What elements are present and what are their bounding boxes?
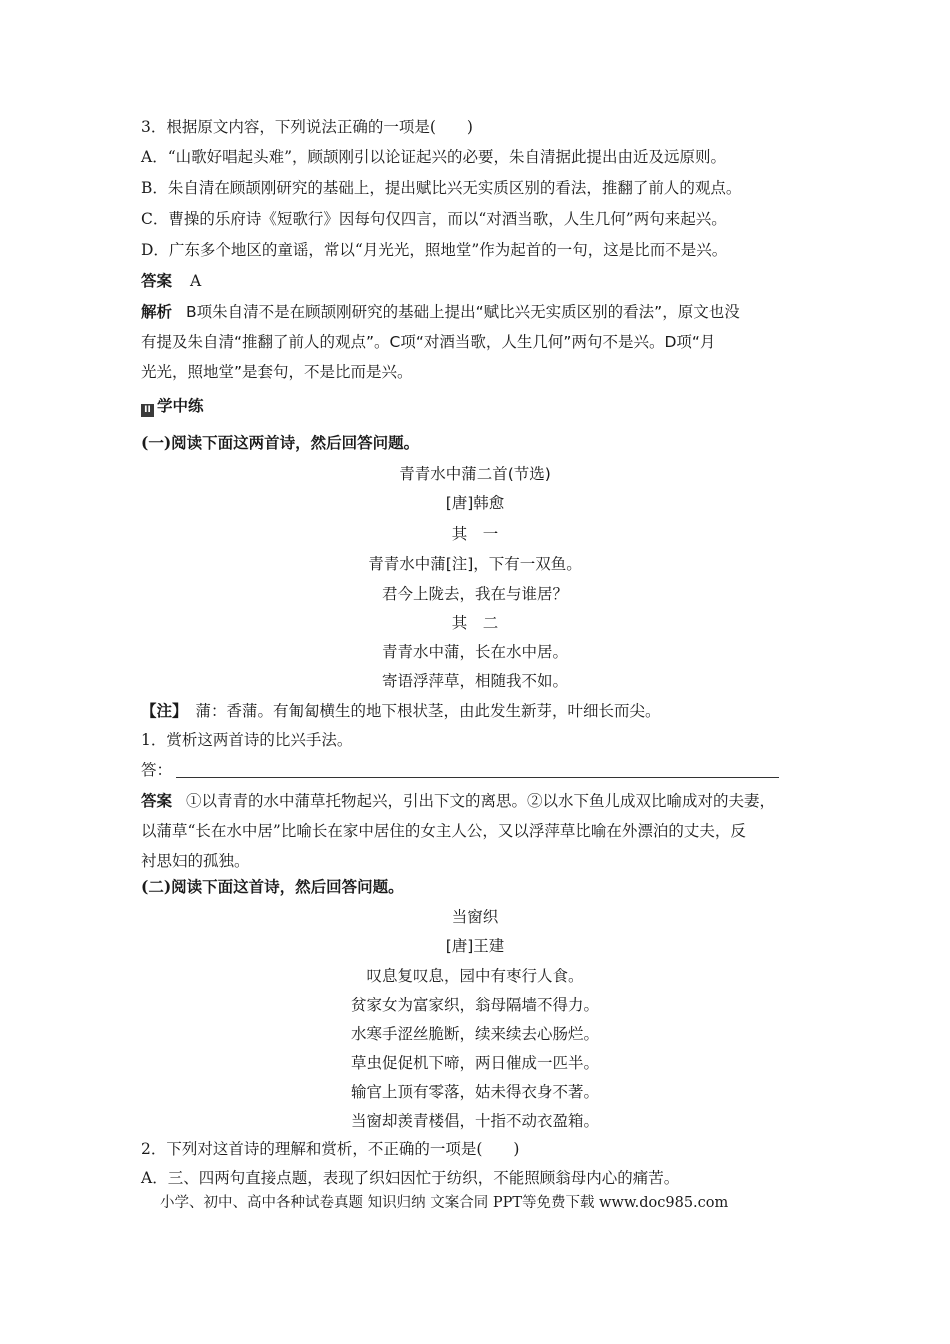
analysis-line-3: 光光，照地堂”是套句，不是比而是兴。	[141, 363, 413, 381]
option-a: A．“山歌好唱起头难”，顾颉刚引以论证起兴的必要，朱自清据此提出由近及远原则。	[141, 148, 727, 166]
analysis-label: 解析	[141, 302, 173, 321]
poem2-line-5: 输官上顶有零落，姑未得衣身不著。	[350, 1083, 599, 1101]
answer1-line-2: 以蒲草“长在水中居”比喻长在家中居住的女主人公，又以浮萍草比喻在外漂泊的丈夫，反	[141, 822, 746, 840]
note-label: 【注】	[141, 702, 188, 720]
poem2-line-3: 水寒手涩丝脆断，续来续去心肠烂。	[350, 1025, 599, 1043]
poem1-line-1: 青青水中蒲[注]，下有一双鱼。	[368, 555, 582, 573]
answer1-label: 答案	[141, 791, 173, 810]
section-icon: II	[141, 404, 154, 417]
poem1-line-3: 青青水中蒲，长在水中居。	[381, 643, 568, 661]
answer-blank[interactable]	[176, 762, 779, 778]
poem1-title: 青青水中蒲二首(节选)	[399, 465, 551, 483]
section-header	[141, 396, 204, 417]
footer-text: 小学、初中、高中各种试卷真题 知识归纳 文案合同 PPT等免费下载 www.doc985.com	[160, 1195, 729, 1211]
poem1-line-2: 君今上陇去，我在与谁居？	[381, 585, 568, 603]
part2-heading: (二)阅读下面这首诗，然后回答问题。	[141, 877, 404, 896]
poem1-note	[141, 701, 661, 721]
answer-line	[141, 271, 201, 291]
question-1: 1．赏析这两首诗的比兴手法。	[141, 731, 353, 749]
option-d: D．广东多个地区的童谣，常以“月光光，照地堂”作为起首的一句，这是比而不是兴。	[141, 241, 728, 259]
answer-label: 答案	[141, 271, 173, 290]
option-b: B．朱自清在顾颉刚研究的基础上，提出赋比兴无实质区别的看法，推翻了前人的观点。	[141, 179, 742, 197]
poem2-title: 当窗织	[451, 908, 499, 926]
analysis-line-1	[141, 302, 740, 322]
poem2-line-4: 草虫促促机下啼，两日催成一匹半。	[350, 1054, 599, 1072]
answer-value: A	[190, 272, 202, 290]
poem2-line-2: 贫家女为富家织，翁母隔墙不得力。	[350, 996, 599, 1014]
analysis-text-1: B项朱自清不是在顾颉刚研究的基础上提出“赋比兴无实质区别的看法”，原文也没	[186, 303, 740, 321]
option-c: C．曹操的乐府诗《短歌行》因每句仅四言，而以“对酒当歌，人生几何”两句来起兴。	[141, 210, 727, 228]
poem1-author: [唐]韩愈	[445, 494, 505, 512]
note-text: 蒲：香蒲。有匍匐横生的地下根状茎，由此发生新芽，叶细长而尖。	[195, 702, 661, 720]
poem1-subtitle-1: 其 一	[451, 525, 499, 543]
question-2-stem: 2．下列对这首诗的理解和赏析，不正确的一项是( )	[141, 1140, 520, 1158]
answer-prefix: 答：	[141, 761, 173, 779]
poem1-subtitle-2: 其 二	[451, 614, 499, 632]
answer1-line-3: 衬思妇的孤独。	[141, 852, 250, 870]
poem2-line-6: 当窗却羡青楼倡，十指不动衣盈箱。	[350, 1112, 599, 1130]
question-2-option-a: A．三、四两句直接点题，表现了织妇因忙于纺织，不能照顾翁母内心的痛苦。	[141, 1169, 680, 1187]
answer1-text-1: ①以青青的水中蒲草托物起兴，引出下文的离思。②以水下鱼儿成双比喻成对的夫妻，	[186, 792, 776, 810]
answer-blank-row	[141, 760, 779, 780]
part1-heading: (一)阅读下面这两首诗，然后回答问题。	[141, 433, 420, 452]
analysis-line-2: 有提及朱自清“推翻了前人的观点”。C项“对酒当歌，人生几何”两句不是兴。D项“月	[141, 333, 716, 351]
poem2-line-1: 叹息复叹息，园中有枣行人食。	[366, 967, 584, 985]
answer1-line-1	[141, 791, 775, 811]
poem2-author: [唐]王建	[445, 937, 505, 955]
section-title: 学中练	[157, 397, 204, 415]
question-3-stem: 3．根据原文内容，下列说法正确的一项是( )	[141, 118, 473, 136]
poem1-line-4: 寄语浮萍草，相随我不如。	[381, 672, 568, 690]
